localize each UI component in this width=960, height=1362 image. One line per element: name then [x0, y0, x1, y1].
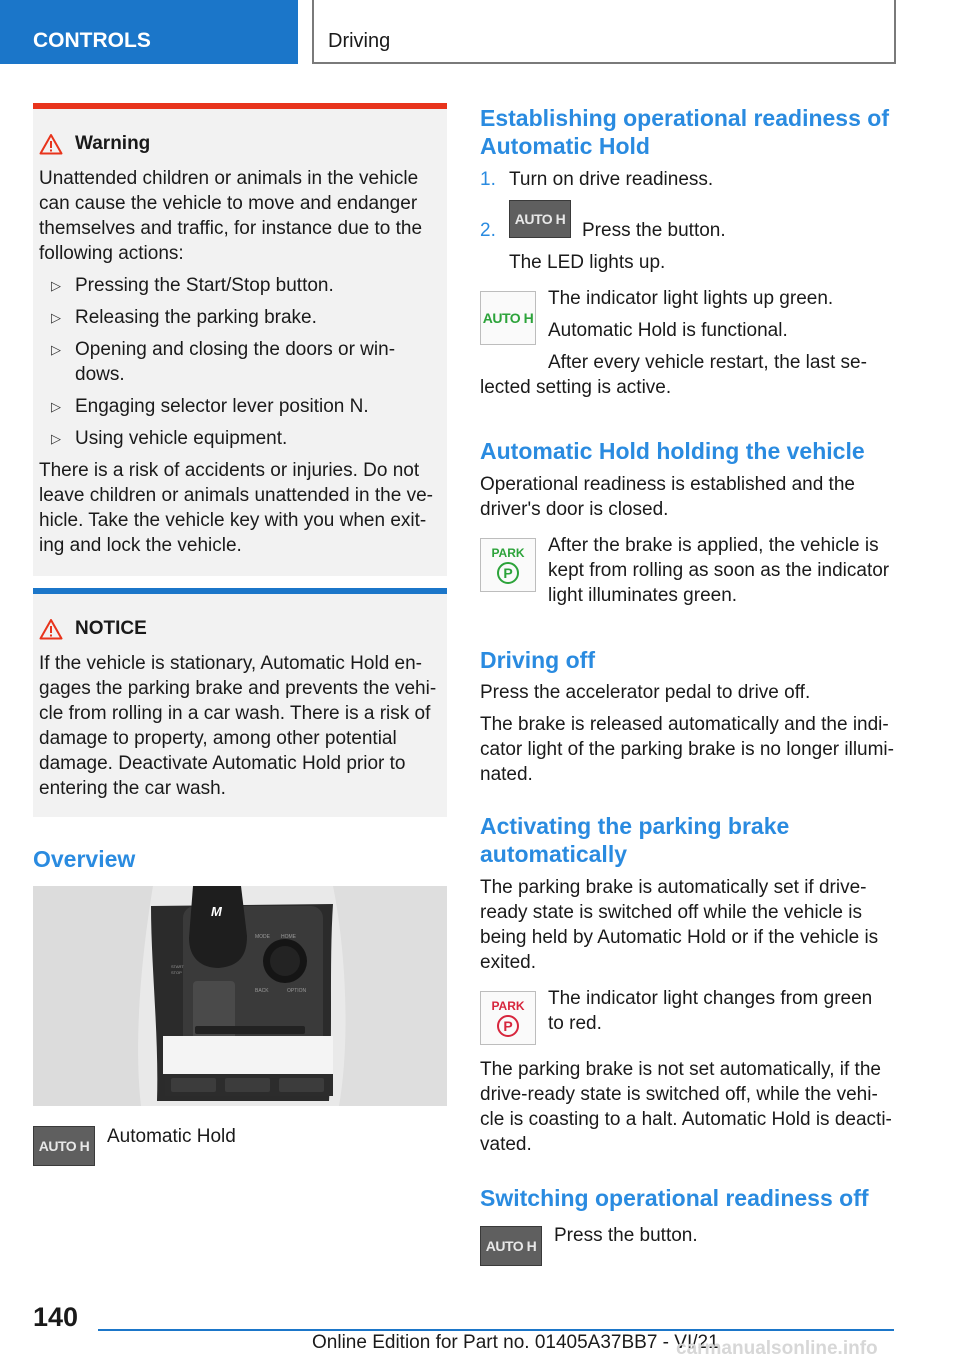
notice-title [39, 614, 441, 644]
warning-box [33, 103, 447, 576]
list-item: 2. [480, 220, 496, 241]
auto-hold-indicator-icon: AUTO H [480, 291, 536, 345]
list-item: 1. Turn on drive readiness. [480, 169, 714, 190]
edition-text: Online Edition for Part no. 01405A37BB7 - VI/21 [312, 1332, 719, 1353]
notice-text: If the vehicle is stationary, Automatic Hold en-gages the parking brake and prevents the vehi-cle from rolling in a car wash. There is a risk of damage to property, among other potential damage. Deactivate Automatic Hold prior to entering the car wash. [39, 653, 437, 799]
page-number: 140 [33, 1302, 79, 1332]
indicator-text: The indicator light lights up green. [548, 288, 834, 309]
svg-text:MODE: MODE [255, 934, 270, 940]
notice-box [33, 588, 447, 817]
list-item: ▷ Opening and closing the doors or win-dows. [51, 339, 396, 385]
list-item: ▷ Releasing the parking brake. [51, 307, 317, 328]
list-item: ▷ Pressing the Start/Stop button. [51, 275, 334, 296]
park-indicator-green-icon: PARK P [480, 538, 536, 592]
activating-indicator-text: The indicator light changes from green to red. [548, 988, 873, 1034]
switching-heading: Switching operational readiness off [480, 1185, 869, 1211]
activating-heading: Activating the parking brake automatically [480, 813, 790, 867]
switching-text: Press the button. [554, 1225, 698, 1246]
auto-hold-button-icon: AUTO H [480, 1226, 542, 1266]
footer-divider [98, 1329, 894, 1331]
section-tab: CONTROLS [0, 0, 298, 64]
park-indicator-red-icon: PARK P [480, 991, 536, 1045]
holding-text: Operational readiness is established and the driver's door is closed. [480, 474, 855, 520]
overview-caption: Automatic Hold [107, 1126, 236, 1147]
overview-heading: Overview [33, 846, 136, 872]
warning-intro: Unattended children or animals in the vehicle can cause the vehicle to move and endanger themselves and traffic, for instance due to the following actions: [39, 168, 423, 264]
warning-outro: There is a risk of accidents or injuries. Do not leave children or animals unattended in the ve-hicle. Take the vehicle key with you when exit-ing and lock the vehicle. [39, 460, 433, 556]
list-item: ▷ Using vehicle equipment. [51, 428, 288, 449]
m-logo: M [211, 904, 222, 919]
driving-off-heading: Driving off [480, 647, 595, 673]
warning-triangle-icon [39, 618, 63, 640]
svg-text:STOP: STOP [171, 970, 182, 975]
indicator-text: lected setting is active. [480, 377, 672, 398]
svg-text:OPTION: OPTION [287, 988, 307, 994]
step-text: Press the button. [582, 220, 726, 241]
center-console-photo [33, 886, 447, 1106]
auto-hold-button-icon: AUTO H [509, 200, 571, 238]
holding-indicator-text: After the brake is applied, the vehicle is kept from rolling as soon as the indicator light illuminates green. [548, 535, 890, 606]
watermark: carmanualsonline.info [676, 1338, 878, 1359]
svg-text:START: START [171, 964, 184, 969]
warning-triangle-icon [39, 133, 63, 155]
notice-title-text: NOTICE [75, 618, 147, 639]
svg-text:HOME: HOME [281, 934, 296, 940]
activating-text-2: The parking brake is not set automatically, if the drive-ready state is switched off, while the vehi-cle is coasting to a halt. Automatic Hold is deacti-vated. [480, 1059, 892, 1155]
holding-heading: Automatic Hold holding the vehicle [480, 438, 865, 464]
svg-text:BACK: BACK [255, 988, 269, 994]
indicator-text: Automatic Hold is functional. [548, 320, 788, 341]
led-text: The LED lights up. [509, 252, 666, 273]
warning-title [39, 129, 441, 159]
activating-text: The parking brake is automatically set if drive-ready state is switched off while the vehicle is being held by Automatic Hold or if the vehicle is exited. [480, 877, 879, 973]
driving-off-text: Press the accelerator pedal to drive off. [480, 682, 811, 703]
establishing-heading: Establishing operational readiness of Automatic Hold [480, 105, 889, 159]
warning-title-text: Warning [75, 133, 151, 154]
auto-hold-button-icon: AUTO H [33, 1126, 95, 1166]
chapter-title: Driving [312, 0, 896, 64]
indicator-text: After every vehicle restart, the last se- [548, 352, 867, 373]
driving-off-text: The brake is released automatically and the indi-cator light of the parking brake is no longer illumi-nated. [480, 714, 894, 785]
list-item: ▷ Engaging selector lever position N. [51, 396, 369, 417]
